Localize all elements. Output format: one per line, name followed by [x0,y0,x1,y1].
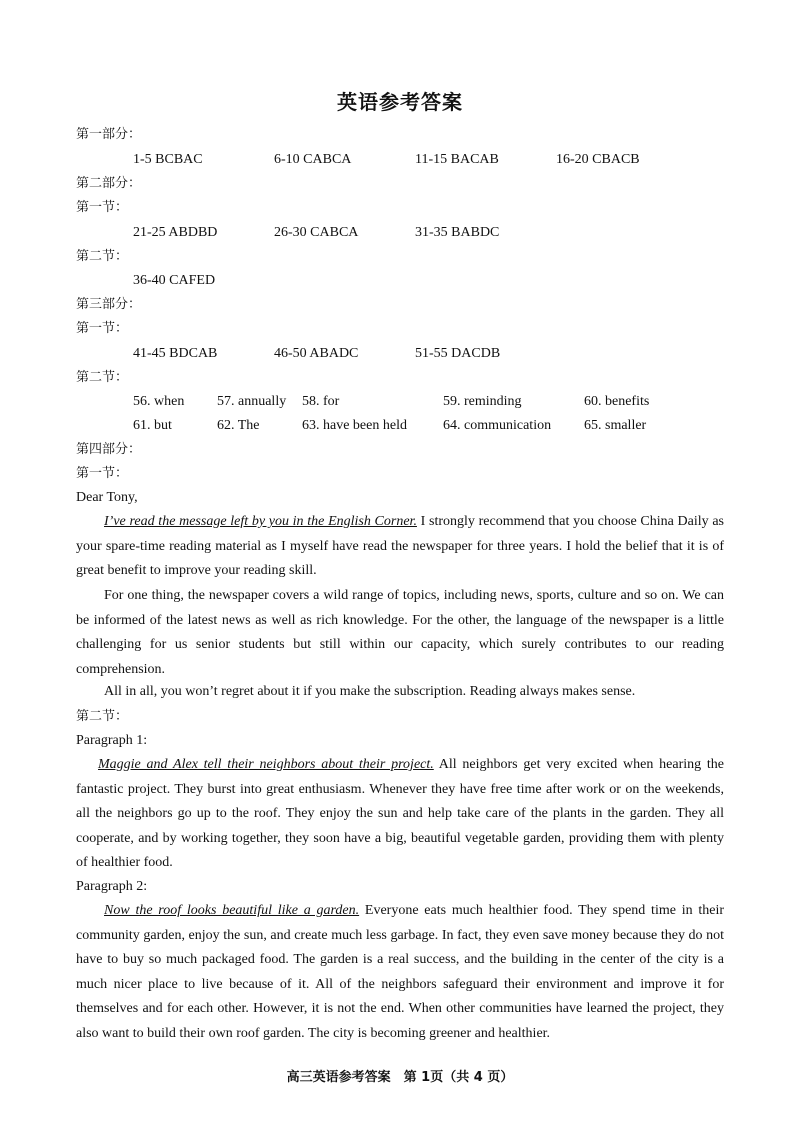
answer-group: 51-55 DACDB [415,346,501,361]
word-answer: 57. annually [217,394,287,409]
part2-section1-label: 第一节： [76,200,129,215]
part4-section2-label: 第二节： [76,709,129,724]
story-lead-sentence: Maggie and Alex tell their neighbors about their project. [98,757,434,772]
part1-label: 第一部分： [76,127,142,142]
letter-lead-sentence: I’ve read the message left by you in the English Corner. [104,514,417,529]
word-answer: 63. have been held [302,418,407,433]
letter-paragraph-text: I strongly recommend that you choose China Daily as your spare-time reading material as I myself have read the newspaper for three years. I hold the belief that it is of great benefit to improve your reading skill. [76,514,724,578]
word-answer: 65. smaller [584,418,647,433]
part2-section2-label: 第二节： [76,249,129,264]
word-answer: 59. reminding [443,394,522,409]
answer-group: 46-50 ABADC [274,346,359,361]
answer-group: 21-25 ABDBD [133,225,218,240]
answer-group: 31-35 BABDC [415,225,500,240]
letter-paragraph [76,510,724,584]
letter-greeting: Dear Tony, [76,490,138,505]
part3-section1-label: 第一节： [76,321,129,336]
story-paragraph-text: All neighbors get very excited when hearing the fantastic project. They burst into great enthusiasm. Whenever they have free time after work or on the weekends, all the neighbors go up to the roof. They enjoy the sun and help take care of the plants in the garden. They all cooperate, and by working together, they soon have a big, beautiful vegetable garden, providing them with plenty of healthier food. [76,757,724,870]
paragraph2-label: Paragraph 2: [76,879,148,894]
word-answer: 60. benefits [584,394,650,409]
word-answer: 64. communication [443,418,552,433]
story-paragraph-text: Everyone eats much healthier food. They spend time in their community garden, enjoy the sun, and create much less garbage. In fact, they even save money because they do not have to buy so much packaged food. The garden is a real success, and the building in the center of the city is a much nicer place to live because of it. All of the neighbors safeguard their environment and improve it for themselves and for each other. However, it is not the end. When other communities have learned the project, they also want to build their own roof garden. The city is becoming greener and healthier. [76,903,725,1041]
answer-group: 26-30 CABCA [274,225,359,240]
answer-group: 6-10 CABCA [274,152,352,167]
word-answer: 58. for [302,394,340,409]
page-footer: 高三英语参考答案 第 1页（共 4 页） [286,1070,514,1085]
story-paragraph-1 [76,753,724,876]
story-paragraph-2 [76,899,724,1046]
word-answer: 62. The [217,418,260,433]
answer-group: 16-20 CBACB [556,152,640,167]
answer-group: 1-5 BCBAC [133,152,203,167]
page-title: 英语参考答案 [337,90,463,114]
word-answer: 61. but [133,418,172,433]
part2-label: 第二部分： [76,176,142,191]
letter-paragraph: For one thing, the newspaper covers a wild range of topics, including news, sports, culture and so on. We can be informed of the latest news as well as rich knowledge. For the other, the language of the newspaper is a little challenging for us senior students but still within our capacity, which surely contributes to our reading comprehension. [76,588,724,677]
answer-group: 11-15 BACAB [415,152,499,167]
letter-paragraph: All in all, you won’t regret about it if you make the subscription. Reading always makes sense. [104,684,636,699]
story-lead-sentence: Now the roof looks beautiful like a garden. [104,903,360,918]
part4-section1-label: 第一节： [76,466,129,481]
paragraph1-label: Paragraph 1: [76,733,148,748]
answer-group: 36-40 CAFED [133,273,216,288]
part3-section2-label: 第二节： [76,370,129,385]
answer-group: 41-45 BDCAB [133,346,218,361]
part4-label: 第四部分： [76,442,142,457]
part3-label: 第三部分： [76,297,142,312]
word-answer: 56. when [133,394,185,409]
